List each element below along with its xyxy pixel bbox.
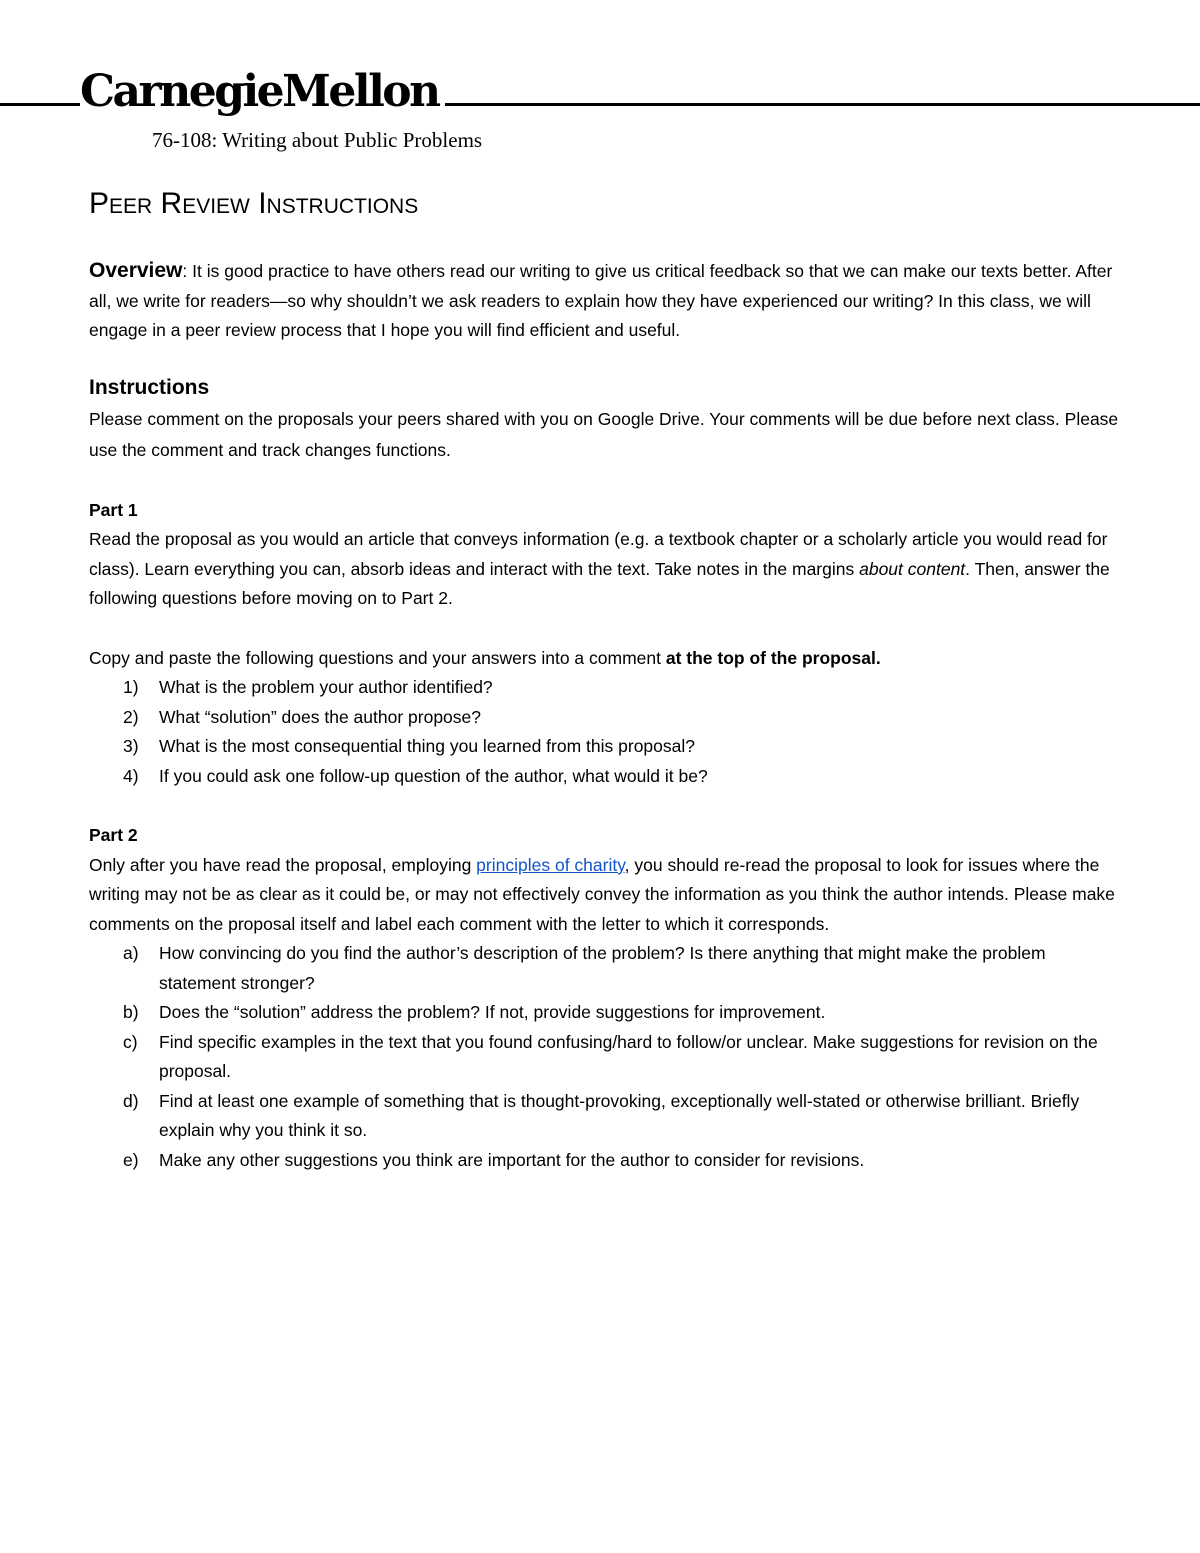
part2-question-list: [89, 939, 1119, 1175]
overview-colon: :: [182, 261, 193, 281]
part2-paragraph: [89, 851, 1119, 940]
university-logo: CarnegieMellon: [80, 62, 445, 122]
list-marker: a): [123, 943, 139, 963]
list-item-text: If you could ask one follow-up question of the author, what would it be?: [159, 765, 708, 786]
list-marker: 3): [123, 736, 139, 756]
list-item-text: Find specific examples in the text that you found confusing/hard to follow/or unclear. Make suggestions for revision on the proposal.: [159, 1031, 1098, 1081]
document-title: Peer Review Instructions: [89, 187, 419, 220]
list-marker: 4): [123, 765, 139, 786]
part1-question-list: [89, 673, 1119, 791]
list-marker: e): [123, 1149, 139, 1170]
list-item: [89, 762, 1119, 792]
instructions-heading: Instructions: [89, 375, 210, 399]
list-item-text: What is the most consequential thing you learned from this proposal?: [159, 736, 695, 756]
list-marker: c): [123, 1031, 138, 1052]
copy-bold-text: at the top of the proposal.: [665, 647, 881, 668]
list-item-text: What “solution” does the author propose?: [159, 706, 481, 727]
part2-text-before: Only after you have read the proposal, employing: [89, 854, 477, 875]
part1-text-after: . Then, answer the following questions before moving on to Part 2.: [89, 558, 1110, 608]
list-item: [89, 939, 1119, 998]
list-item: [89, 1028, 1119, 1087]
list-item-text: Make any other suggestions you think are important for the author to consider for revisions.: [159, 1149, 865, 1170]
list-item: [89, 673, 1119, 703]
list-item-text: How convincing do you find the author’s description of the problem? Is there anything that might make the problem statement stronger?: [159, 943, 1046, 993]
copy-instruction: [89, 644, 1119, 674]
course-title: 76-108: Writing about Public Problems: [152, 128, 483, 152]
document-body: [89, 256, 1119, 1175]
list-item: [89, 1087, 1119, 1146]
principles-of-charity-link[interactable]: principles of charity: [476, 854, 625, 875]
list-marker: d): [123, 1090, 139, 1111]
list-marker: 1): [123, 677, 139, 697]
list-item: [89, 703, 1119, 733]
part2-text-after: , you should re-read the proposal to look for issues where the writing may not be as clear as it could be, or may not effectively convey the information as you think the author intends. Please make comments on the proposal itself and label each comment with the letter to which it corresponds.: [89, 854, 1115, 934]
list-item: [89, 1146, 1119, 1176]
list-item-text: Find at least one example of something that is thought-provoking, exceptionally well-stated or otherwise brilliant. Briefly explain why you think it so.: [159, 1090, 1080, 1140]
overview-text: It is good practice to have others read our writing to give us critical feedback so that we can make our texts better. After all, we write for readers—so why shouldn’t we ask readers to explain how they have experienced our writing? In this class, we will engage in a peer review process that I hope you will find efficient and useful.: [89, 261, 1113, 340]
overview-label: Overview: [89, 259, 183, 282]
list-item-text: Does the “solution” address the problem? If not, provide suggestions for improvement.: [159, 1002, 826, 1022]
part1-heading: Part 1: [89, 499, 138, 520]
overview-paragraph: [89, 256, 1119, 346]
copy-text: Copy and paste the following questions and your answers into a comment: [89, 647, 666, 668]
list-item: [89, 732, 1119, 762]
part2-heading: Part 2: [89, 825, 138, 845]
list-marker: b): [123, 1002, 139, 1022]
list-item: [89, 998, 1119, 1028]
instructions-text: Please comment on the proposals your peers shared with you on Google Drive. Your comments will be due before next class. Please use the comment and track changes functions.: [89, 408, 1119, 460]
part1-emphasis: about content: [859, 558, 966, 579]
list-marker: 2): [123, 706, 139, 727]
part1-paragraph: [89, 525, 1119, 614]
part1-text-before: Read the proposal as you would an article that conveys information (e.g. a textbook chapter or a scholarly article you would read for class). Learn everything you can, absorb ideas and interact with the text. Take notes in the margins: [89, 529, 1108, 579]
list-item-text: What is the problem your author identified?: [159, 677, 493, 697]
